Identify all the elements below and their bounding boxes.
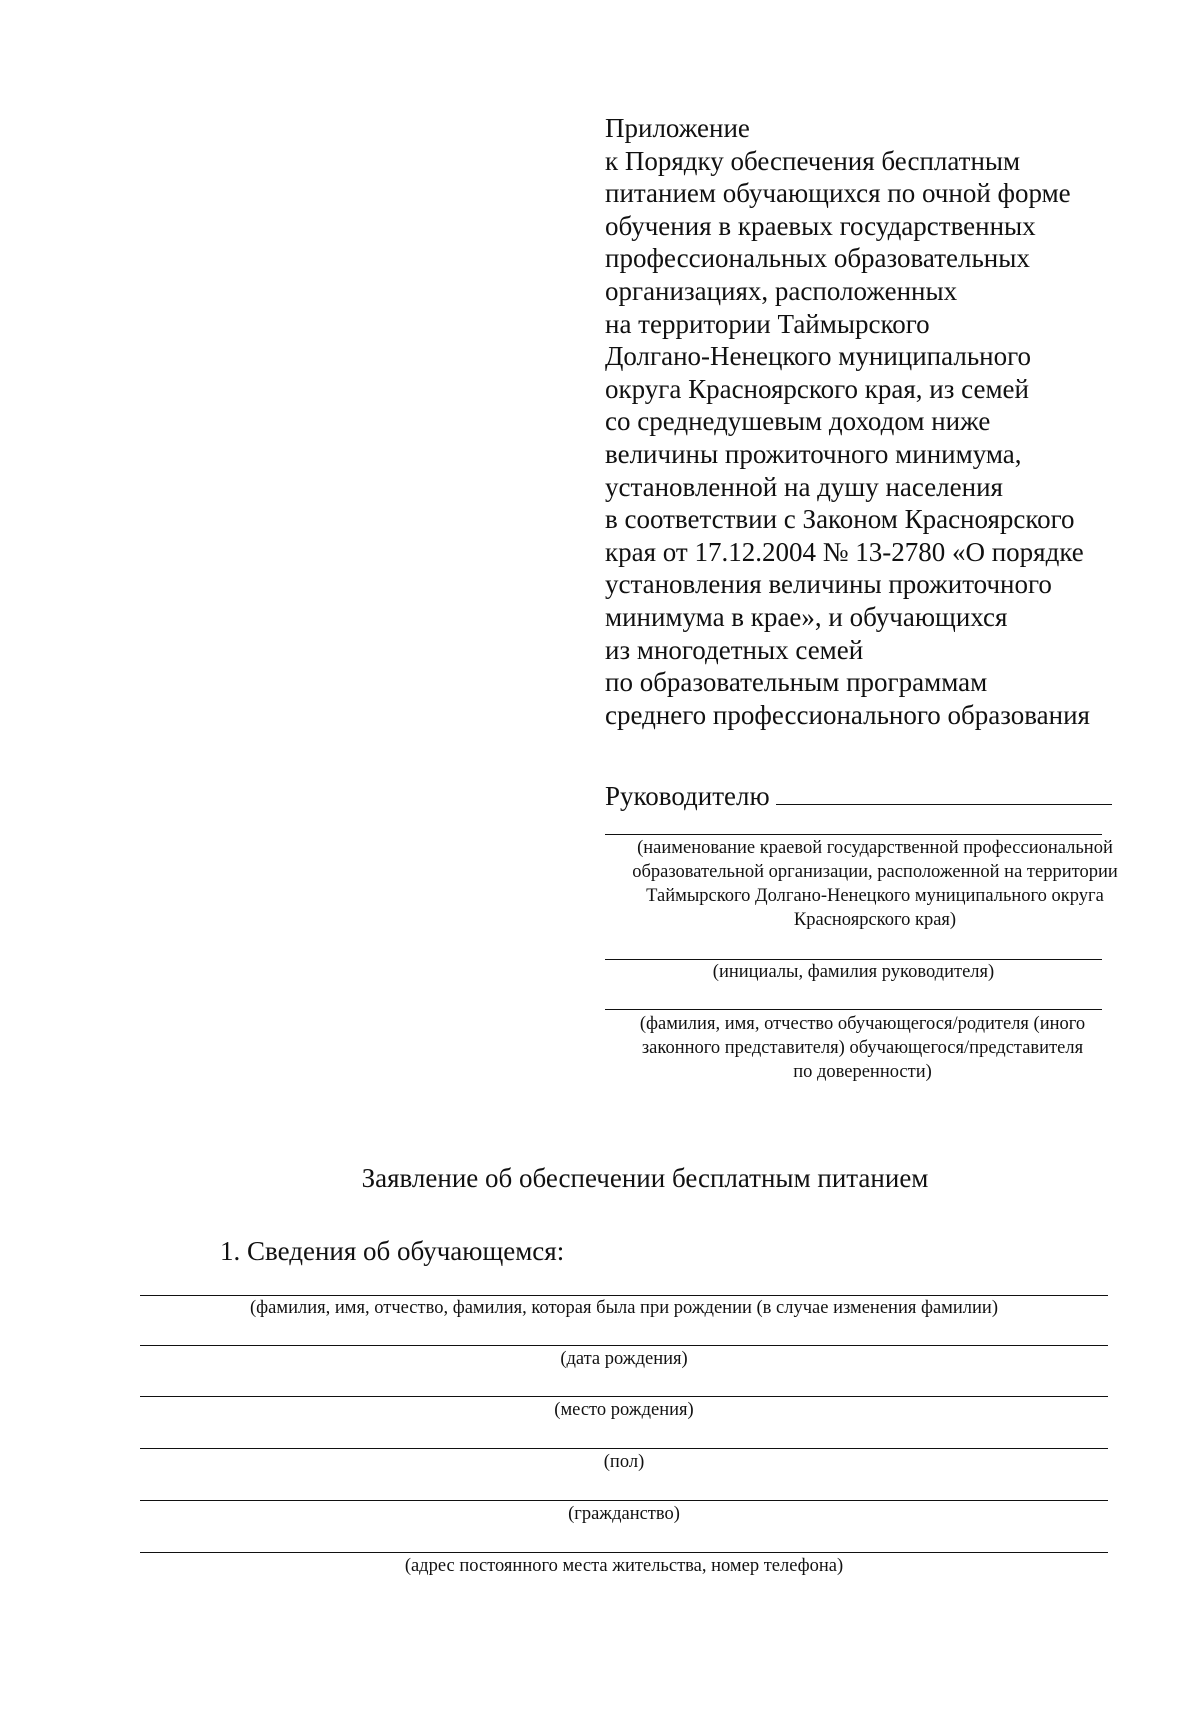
- annex-line: на территории Таймырского: [605, 308, 930, 339]
- birth-date-caption: (дата рождения): [560, 1349, 688, 1369]
- annex-line: Долгано-Ненецкого муниципального: [605, 341, 1031, 372]
- annex-line: среднего профессионального образования: [605, 699, 1090, 730]
- annex-line: Приложение: [605, 113, 750, 143]
- birth-date-field[interactable]: [140, 1345, 1108, 1346]
- citizenship-field[interactable]: [140, 1500, 1108, 1501]
- sex-field[interactable]: [140, 1448, 1108, 1449]
- annex-line: профессиональных образовательных: [605, 243, 1030, 274]
- address-phone-field[interactable]: [140, 1552, 1108, 1553]
- annex-line: питанием обучающихся по очной форме: [605, 178, 1071, 209]
- head-name-field[interactable]: [776, 778, 1112, 805]
- annex-line: со среднедушевым доходом ниже: [605, 406, 991, 437]
- addressee-label: Руководителю: [605, 781, 770, 811]
- org-name-field[interactable]: [605, 834, 1102, 835]
- annex-line: установления величины прожиточного: [605, 569, 1052, 600]
- annex-line: величины прожиточного минимума,: [605, 438, 1022, 469]
- annex-line: из многодетных семей: [605, 634, 864, 665]
- applicant-caption: (фамилия, имя, отчество обучающегося/родителя (иного законного представителя) обучающегося/представителя по доверенности): [639, 1014, 1086, 1082]
- full-name-caption: (фамилия, имя, отчество, фамилия, которая была при рождении (в случае изменения фамилии): [250, 1298, 998, 1318]
- annex-line: организациях, расположенных: [605, 275, 958, 306]
- document-title: Заявление об обеспечении бесплатным питанием: [361, 1163, 929, 1193]
- org-name-caption: (наименование краевой государственной профессиональной образовательной организации, расположенной на территории Таймырского Долгано-Ненецкого муниципального округа Красноярского края): [632, 838, 1118, 930]
- annex-line: края от 17.12.2004 № 13-2780 «О порядке: [605, 536, 1084, 567]
- annex-line: округа Красноярского края, из семей: [605, 373, 1029, 404]
- full-name-field[interactable]: [140, 1295, 1108, 1296]
- annex-line: по образовательным программам: [605, 667, 988, 698]
- annex-line: в соответствии с Законом Красноярского: [605, 504, 1075, 535]
- annex-line: к Порядку обеспечения бесплатным: [605, 145, 1021, 176]
- section-heading: 1. Сведения об обучающемся:: [220, 1236, 565, 1266]
- citizenship-caption: (гражданство): [568, 1504, 680, 1524]
- annex-line: обучения в краевых государственных: [605, 210, 1036, 241]
- birth-place-field[interactable]: [140, 1396, 1108, 1397]
- birth-place-caption: (место рождения): [554, 1400, 694, 1420]
- addressee-line: [605, 778, 1112, 812]
- annex-header: [605, 112, 1185, 731]
- sex-caption: (пол): [603, 1452, 645, 1472]
- annex-line: минимума в крае», и обучающихся: [605, 601, 1008, 632]
- applicant-name-field[interactable]: [605, 1009, 1102, 1010]
- annex-line: установленной на душу населения: [605, 471, 1003, 502]
- head-initials-caption: (инициалы, фамилия руководителя): [712, 962, 995, 982]
- address-phone-caption: (адрес постоянного места жительства, номер телефона): [404, 1556, 844, 1576]
